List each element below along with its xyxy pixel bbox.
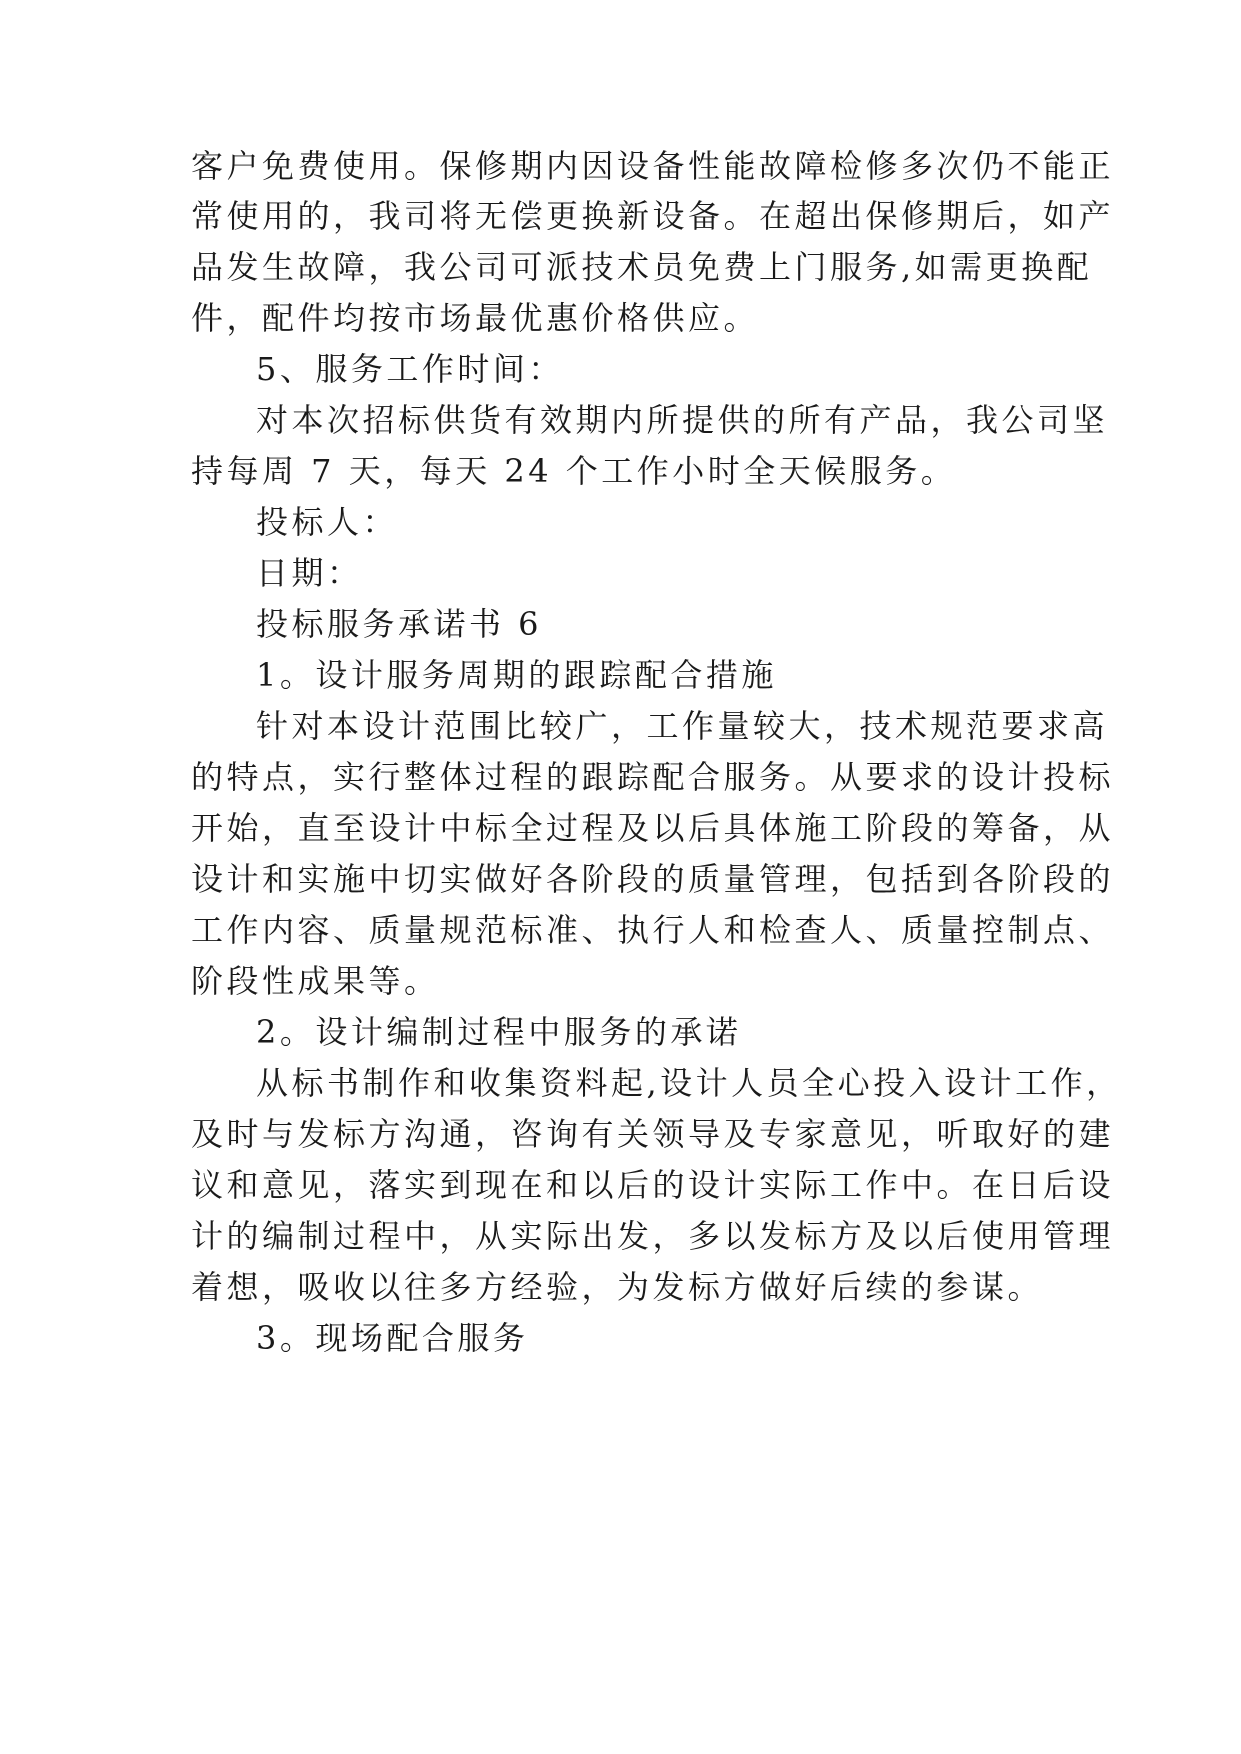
paragraph-line: 针对本设计范围比较广，工作量较大，技术规范要求高 [256,707,1109,745]
paragraph-line: 客户免费使用。保修期内因设备性能故障检修多次仍不能正 [191,147,1115,185]
section-heading: 3。现场配合服务 [256,1319,529,1357]
paragraph-line: 件，配件均按市场最优惠价格供应。 [191,299,760,337]
paragraph-line: 计的编制过程中，从实际出发，多以发标方及以后使用管理 [191,1217,1115,1255]
document-title: 投标服务承诺书 6 [256,605,543,643]
paragraph-line: 的特点，实行整体过程的跟踪配合服务。从要求的设计投标 [191,758,1115,796]
paragraph-line: 从标书制作和收集资料起,设计人员全心投入设计工作， [256,1064,1122,1102]
section-heading: 5、服务工作时间： [256,350,564,388]
section-heading: 1。设计服务周期的跟踪配合措施 [256,656,777,694]
paragraph-line: 及时与发标方沟通，咨询有关领导及专家意见，听取好的建 [191,1115,1115,1153]
paragraph-line: 设计和实施中切实做好各阶段的质量管理，包括到各阶段的 [191,860,1115,898]
bidder-label: 投标人： [256,503,399,541]
paragraph-line: 对本次招标供货有效期内所提供的所有产品，我公司坚 [256,401,1109,439]
paragraph-line: 品发生故障，我公司可派技术员免费上门服务,如需更换配 [191,248,1093,286]
paragraph-line: 持每周 7 天，每天 24 个工作小时全天候服务。 [191,452,957,490]
date-label: 日期： [256,554,363,592]
paragraph-line: 阶段性成果等。 [191,962,440,1000]
paragraph-line: 开始，直至设计中标全过程及以后具体施工阶段的筹备，从 [191,809,1115,847]
paragraph-line: 议和意见，落实到现在和以后的设计实际工作中。在日后设 [191,1166,1115,1204]
paragraph-line: 常使用的，我司将无偿更换新设备。在超出保修期后，如产 [191,197,1115,235]
paragraph-line: 工作内容、质量规范标准、执行人和检查人、质量控制点、 [191,911,1115,949]
section-heading: 2。设计编制过程中服务的承诺 [256,1013,742,1051]
paragraph-line: 着想，吸收以往多方经验，为发标方做好后续的参谋。 [191,1268,1044,1306]
